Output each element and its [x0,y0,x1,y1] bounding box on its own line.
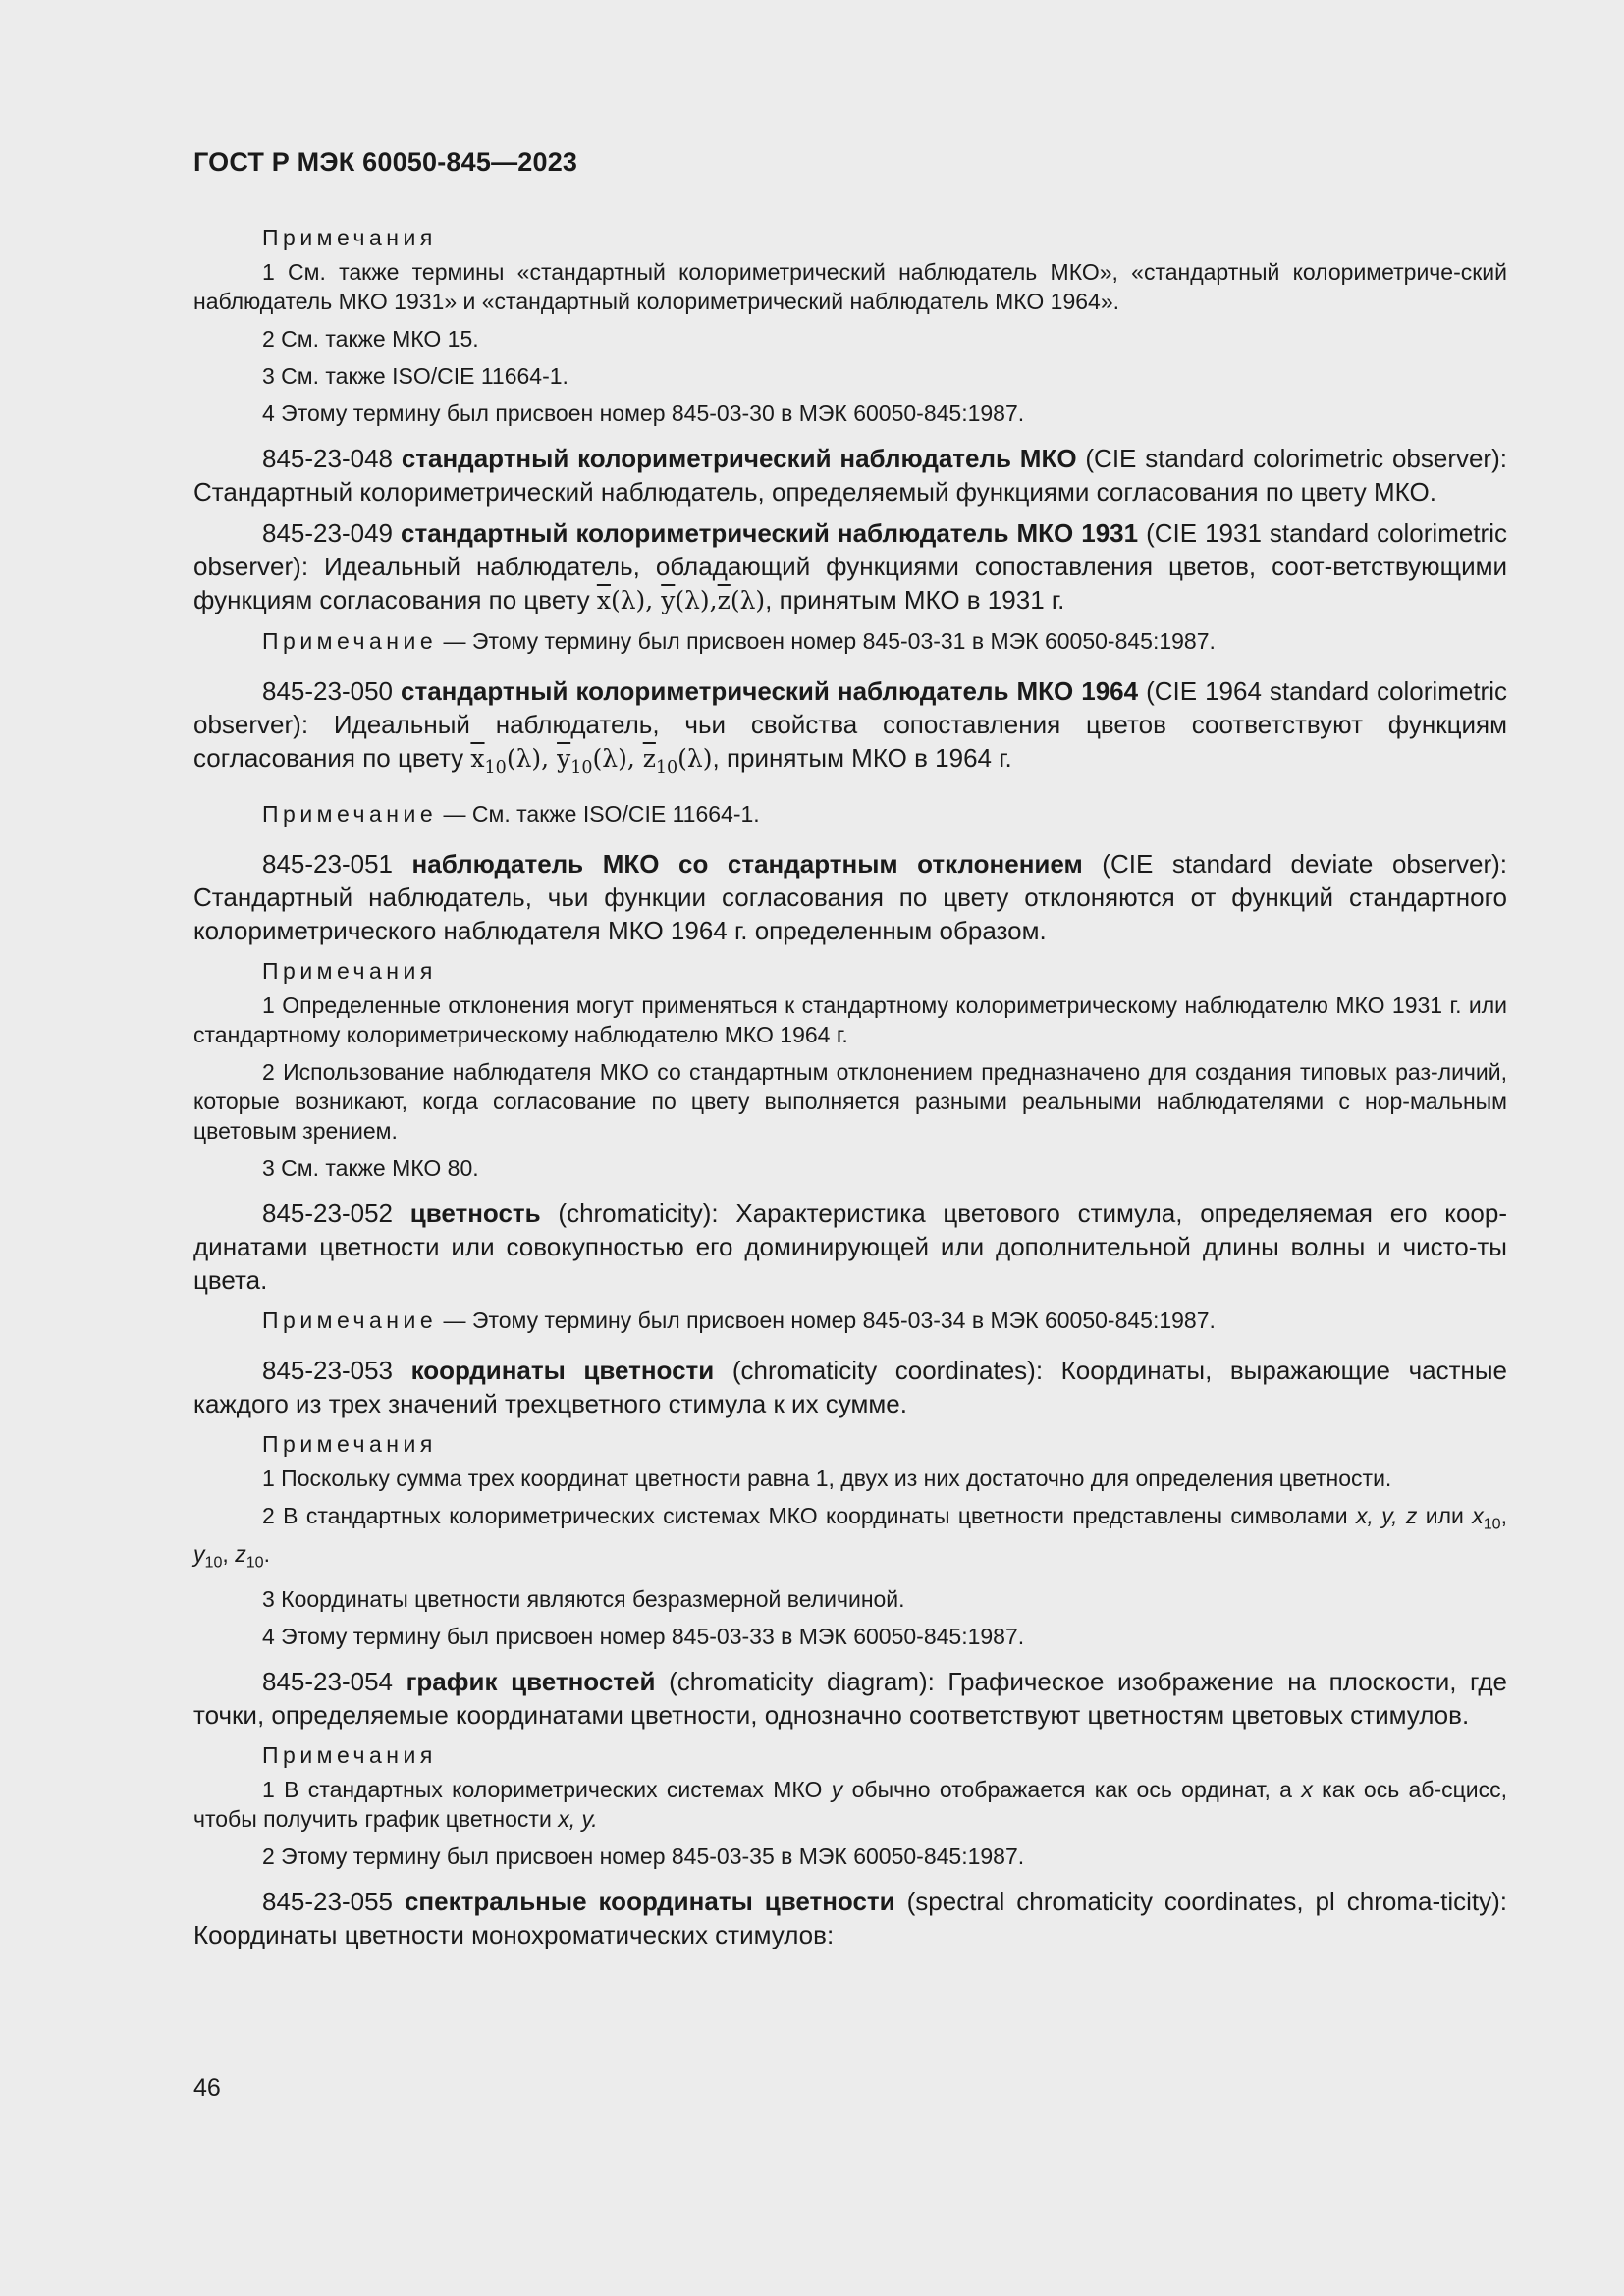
note-text: обычно отображается как ось ординат, а [851,1777,1292,1803]
document-header: ГОСТ Р МЭК 60050-845—2023 [193,147,578,177]
note-text: — Этому термину был присвоен номер 845-03-34 в МЭК 60050-845:1987. [443,1308,1216,1333]
term-845-23-054 [193,1665,1507,1732]
term-number: 845-23-049 [262,518,393,548]
term-number: 845-23-052 [262,1199,393,1228]
formula: $\overline{x}(\lambda)$, $\overline{y}(\lambda),\overline{z}(\lambda)$ [596,586,766,614]
term-845-23-048 [193,442,1507,508]
note-symbol: y [831,1777,843,1803]
note-text: — Этому термину был присвоен номер 845-03-31 в МЭК 60050-845:1987. [443,628,1216,654]
term-definition: (CIE standard colorimetric observer): Стандартный колориметрический наблюдатель, определяемый функциями согласования по цвету МКО. [193,444,1507,507]
note-text: 2 В стандартных колориметрических системах МКО координаты цветности представлены символами [262,1503,1348,1528]
note-single [193,625,1507,657]
term-number: 845-23-055 [262,1887,393,1917]
note: 3 См. также ISO/CIE 11664-1. [262,363,568,389]
note: 2 В стандартных колориметрических системах МКО координаты цветности представлены символами x, y, z или $x_{10}$, $y_{10}$, $z_{10}$. [193,1503,1508,1572]
notes-heading: Примечания [262,1431,437,1457]
formula: $\overline{x}_{10}(\lambda)$, $\overline{y}_{10}(\lambda)$, $\overline{z}_{10}(\lambda)$ [470,744,713,777]
note-single [193,798,1507,829]
note: 1 См. также термины «стандартный колориметрический наблюдатель МКО», «стандартный колориметриче-ский наблюдатель МКО 1931» и «стандартный колориметрический наблюдатель МКО 1964». [193,259,1507,314]
note: 1 Поскольку сумма трех координат цветности равна 1, двух из них достаточно для определения цветности. [262,1466,1392,1491]
term-845-23-053 [193,1354,1507,1420]
note-symbol: x, y. [558,1806,598,1833]
note: 4 Этому термину был присвоен номер 845-03-30 в МЭК 60050-845:1987. [262,400,1025,426]
note: 2 Использование наблюдателя МКО со стандартным отклонением предназначено для создания типовых раз-личий, которые возникают, когда согласование по цвету выполняется разными реальными наблюдателями с нор-мальным цветовым зрением. [193,1059,1507,1144]
term-definition: (chromaticity): Характеристика цветового стимула, определяемая его коор-динатами цветности или совокупностью его доминирующей или дополнительной длины волны и чисто-ты цвета. [193,1199,1507,1295]
term-number: 845-23-048 [262,444,393,473]
term-definition: (CIE standard deviate observer): Стандартный наблюдатель, чьи функции согласования по цвету отклоняются от функций стандартного колориметрического наблюдателя МКО 1964 г. определенным образом. [193,849,1507,945]
note-symbols: x, y, z [1356,1503,1418,1528]
term-name: координаты цветности [410,1356,715,1385]
term-number: 845-23-053 [262,1356,393,1385]
note-single [193,1305,1507,1336]
term-name: цветность [409,1199,541,1228]
term-845-23-049 [193,516,1507,617]
note-heading: Примечание [262,801,438,827]
page-number: 46 [193,2074,221,2102]
term-name: стандартный колориметрический наблюдатель МКО 1964 [401,676,1139,706]
note [193,1775,1507,1834]
term-name: наблюдатель МКО со стандартным отклонением [411,849,1083,879]
term-name: стандартный колориметрический наблюдатель МКО 1931 [401,518,1139,548]
term-845-23-055 [193,1885,1507,1951]
term-definition: (chromaticity diagram): Графическое изображение на плоскости, где точки, определяемые координатами цветности, однозначно соответствуют цветностям цветовых стимулов. [193,1667,1507,1731]
note-text: — См. также ISO/CIE 11664-1. [443,801,760,827]
note-heading: Примечание [262,1308,438,1333]
note: 2 См. также МКО 15. [262,326,479,351]
note-text: как ось аб-сцисс, чтобы получить график цветности [193,1777,1508,1833]
term-definition: (CIE 1931 standard colorimetric observer): Идеальный наблюдатель, обладающий функциями сопоставления цветов, соот-ветствующими функциям согласования по цвету [193,518,1507,614]
term-number: 845-23-050 [262,676,393,706]
document-body [193,222,1507,1959]
term-845-23-050 [193,674,1507,784]
note: 2 Этому термину был присвоен номер 845-03-35 в МЭК 60050-845:1987. [262,1843,1025,1870]
note: 3 Координаты цветности являются безразмерной величиной. [262,1586,905,1613]
term-definition: (CIE 1964 standard colorimetric observer): Идеальный наблюдатель, чьи свойства сопоставления цветов соответствуют функциям согласования по цвету [193,676,1507,773]
term-definition-end: , принятым МКО в 1931 г. [765,585,1065,614]
notes-heading: Примечания [262,958,437,984]
term-845-23-051 [193,847,1507,947]
note: 3 См. также МКО 80. [262,1155,479,1181]
notes-heading: Примечания [262,225,437,250]
term-number: 845-23-051 [262,849,393,879]
note-symbol: x [1301,1777,1313,1803]
note-text: 1 В стандартных колориметрических системах МКО [262,1777,823,1803]
term-definition: (chromaticity coordinates): Координаты, выражающие частные каждого из трех значений трехцветного стимула к их сумме. [193,1356,1507,1418]
term-definition: (spectral chromaticity coordinates, pl chroma-ticity): Координаты цветности монохроматических стимулов: [193,1887,1507,1950]
notes-heading: Примечания [262,1742,437,1769]
note-heading: Примечание [262,628,438,654]
term-definition-end: , принятым МКО в 1964 г. [712,743,1012,773]
term-845-23-052 [193,1197,1507,1297]
term-name: стандартный колориметрический наблюдатель МКО [401,444,1077,473]
term-name: график цветностей [406,1667,656,1697]
note: 4 Этому термину был присвоен номер 845-03-33 в МЭК 60050-845:1987. [262,1624,1025,1650]
note: 1 Определенные отклонения могут применяться к стандартному колориметрическому наблюдателю МКО 1931 г. или стандартному колориметрическому наблюдателю МКО 1964 г. [193,992,1507,1047]
term-name: спектральные координаты цветности [404,1887,895,1917]
note-text: или [1425,1503,1464,1528]
term-number: 845-23-054 [262,1667,393,1697]
